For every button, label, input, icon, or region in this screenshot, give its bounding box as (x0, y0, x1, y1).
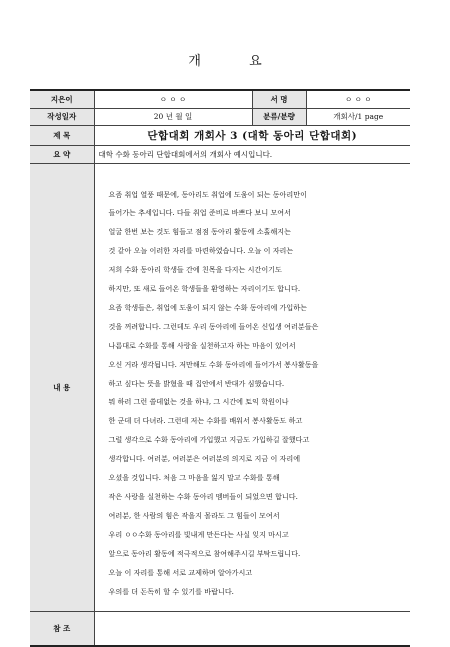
content-line: 한 군데 더 다녀라. 그런데 저는 수화를 배워서 봉사활동도 하고 (108, 416, 303, 426)
content-line: 오신 거라 생각됩니다. 저만해도 수화 동아리에 들어가서 봉사활동을 (108, 359, 319, 369)
reviewer-label: 서 명 (252, 91, 306, 108)
content-text (109, 186, 401, 602)
content-body (94, 163, 410, 612)
reference-value (94, 612, 410, 645)
content-line: 오셨을 것입니다. 처음 그 마음을 잃지 말고 수화를 통해 (108, 473, 280, 483)
content-line: 요즘 취업 열풍 때문에, 동아리도 취업에 도움이 되는 동아리만이 (108, 189, 307, 199)
document-title: 개 요 (188, 54, 284, 69)
content-line: 우리 ㅇㅇ수화 동아리를 빛내게 만든다는 사실 잊지 마시고 (108, 529, 289, 539)
content-line: 작은 사랑을 실천하는 수화 동아리 멤버들이 되었으면 합니다. (108, 492, 298, 501)
author-value: ㅇ ㅇ ㅇ (94, 91, 252, 108)
content-line: 오늘 이 자리를 통해 서로 교제하며 알아가시고 (108, 567, 253, 577)
date-value: 20 년 월 일 (94, 108, 252, 125)
content-line: 것 같아 오늘 이러한 자리를 마련하였습니다. 오늘 이 자리는 (108, 246, 294, 256)
category-label: 분류/분량 (252, 108, 306, 125)
summary-value: 대학 수화 동아리 단합대회에서의 개회사 예시입니다. (94, 145, 410, 163)
content-line: 우의를 더 돈독히 할 수 있기를 바랍니다. (108, 586, 234, 596)
content-line: 저희 수화 동아리 학생들 간에 친목을 다지는 시간이기도 (108, 265, 282, 275)
date-label: 작성일자 (30, 108, 94, 125)
author-label: 지은이 (30, 91, 94, 108)
content-line: 하지만, 또 새로 들어온 학생들을 환영하는 자리이기도 합니다. (108, 284, 301, 294)
category-value: 개회사/1 page (306, 108, 410, 125)
subject-label: 제 목 (30, 125, 94, 145)
reviewer-value: ㅇ ㅇ ㅇ (306, 91, 410, 108)
content-line: 여러분, 한 사람의 힘은 작을지 몰라도 그 힘들이 모여서 (108, 510, 280, 520)
content-line: 뭐 하러 그런 쓸데없는 것을 하냐, 그 시간에 토익 학원이나 (108, 397, 289, 407)
content-line: 앞으로 동아리 활동에 적극적으로 참여해주시길 부탁드립니다. (108, 548, 301, 558)
content-line: 요즘 학생들은, 취업에 도움이 되지 않는 수화 동아리에 가입하는 (108, 302, 307, 312)
content-line: 얼굴 한번 보는 것도 힘들고 점점 동아리 활동에 소홀해지는 (108, 227, 291, 237)
content-line: 나름대로 수화를 통해 사랑을 실천하고자 하는 마음이 있어서 (108, 340, 296, 350)
content-line: 하고 싶다는 뜻을 밝혔을 때 집안에서 반대가 심했습니다. (108, 378, 285, 388)
reference-label: 참 조 (30, 612, 94, 645)
subject-value: 단합대회 개회사 3 (대학 동아리 단합대회) (94, 125, 410, 145)
overview-form (30, 89, 410, 647)
content-line: 것을 꺼려합니다. 그런데도 우리 동아리에 들어온 신입생 여러분들은 (108, 321, 319, 331)
summary-label: 요 약 (30, 145, 94, 163)
content-line: 생각합니다. 여러분, 여러분은 여러분의 의지로 지금 이 자리에 (108, 454, 301, 464)
content-line: 그럴 생각으로 수화 동아리에 가입했고 지금도 가입하길 잘했다고 (108, 435, 310, 445)
content-label: 내 용 (30, 163, 94, 612)
content-line: 들어가는 추세입니다. 다들 취업 준비로 바쁘다 보니 모여서 (108, 208, 291, 218)
